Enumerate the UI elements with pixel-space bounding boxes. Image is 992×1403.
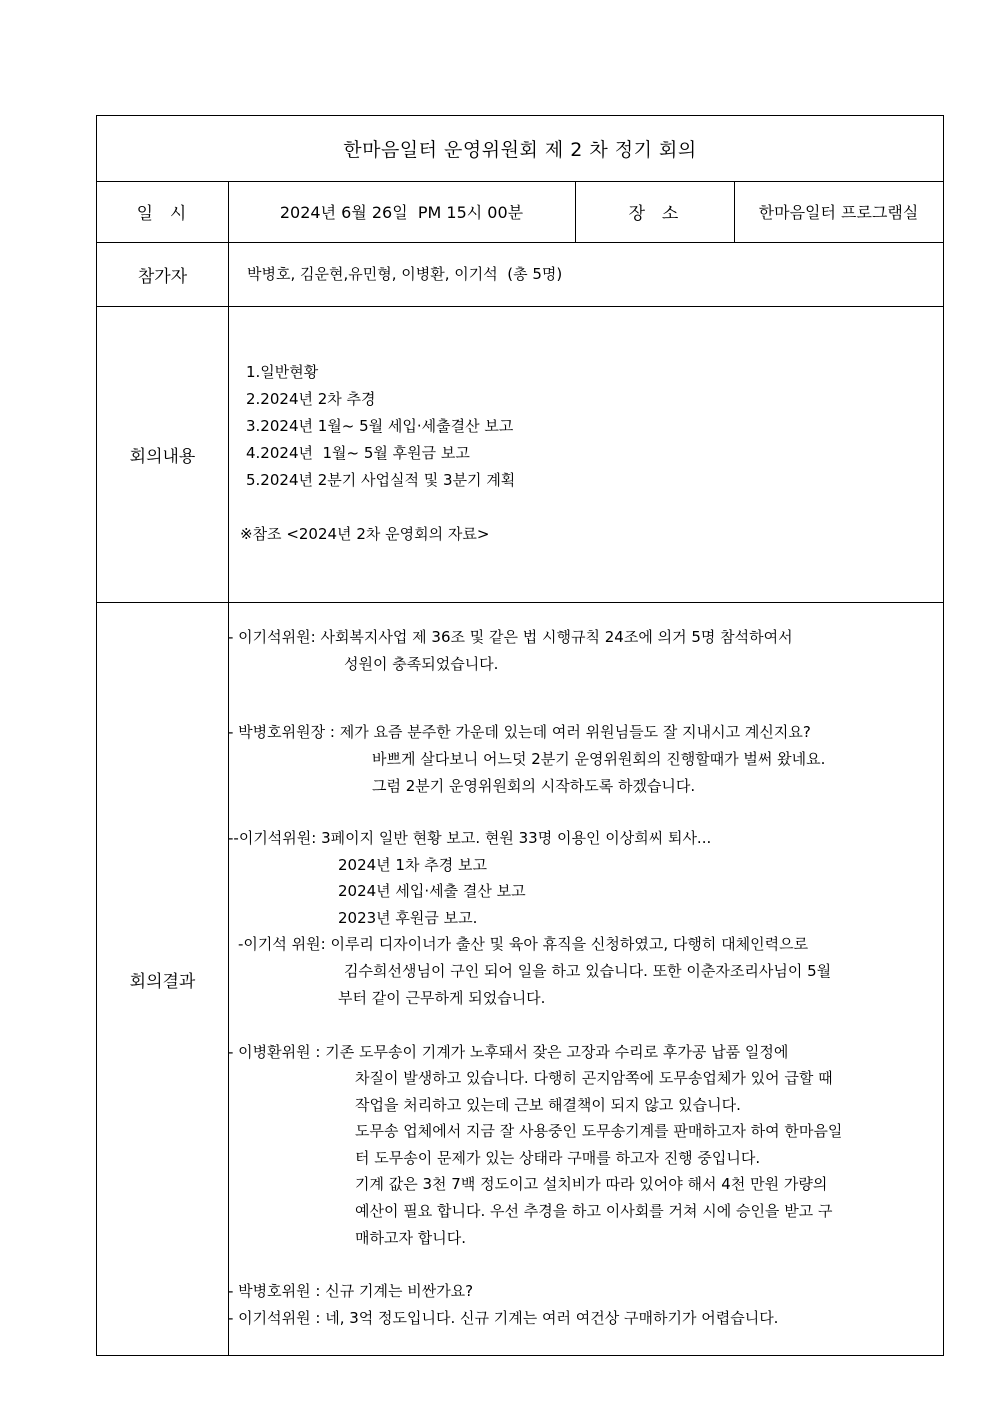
label-column-divider: [228, 181, 229, 1356]
place-label: 장 소: [628, 204, 681, 224]
meeting-minutes-table: [96, 115, 944, 1356]
result-line: - 이병환위원 : 기존 도무송이 기계가 노후돼서 잦은 고장과 수리로 후가공 납품 일정에: [228, 1043, 789, 1061]
result-line: 김수희선생님이 구인 되어 일을 하고 있습니다. 또한 이춘자조리사님이 5월: [344, 962, 832, 980]
result-line: 예산이 필요 합니다. 우선 추경을 하고 이사회를 거쳐 시에 승인을 받고 구: [355, 1202, 833, 1220]
agenda-note: ※참조 <2024년 2차 운영회의 자료>: [240, 525, 490, 543]
participants-value: 박병호, 김운현,유민형, 이병환, 이기석 (총 5명): [247, 265, 563, 283]
document-title: 한마음일터 운영위원회 제 2 차 정기 회의: [343, 139, 697, 161]
result-line: - 이기석위원 : 네, 3억 정도입니다. 신규 기계는 여러 여건상 구매하기가 어렵습니다.: [228, 1309, 779, 1327]
result-line: 매하고자 합니다.: [355, 1229, 466, 1247]
result-line: --이기석위원: 3페이지 일반 현황 보고. 현원 33명 이용인 이상희씨 퇴사...: [228, 829, 712, 847]
result-line: 터 도무송이 문제가 있는 상태라 구매를 하고자 진행 중입니다.: [355, 1149, 761, 1167]
result-line: 그럼 2분기 운영위원회의 시작하도록 하겠습니다.: [372, 777, 696, 795]
date-value: 2024년 6월 26일 PM 15시 00분: [279, 203, 524, 222]
result-line: 기계 값은 3천 7백 정도이고 설치비가 따라 있어야 해서 4천 만원 가량의: [355, 1175, 828, 1193]
result-line: 바쁘게 살다보니 어느덧 2분기 운영위원회의 진행할때가 벌써 왔네요.: [372, 750, 826, 768]
result-line: 부터 같이 근무하게 되었습니다.: [338, 989, 546, 1007]
place-value: 한마음일터 프로그램실: [758, 203, 919, 222]
result-line: 작업을 처리하고 있는데 근보 해결책이 되지 않고 있습니다.: [355, 1096, 741, 1114]
agenda-label: 회의내용: [129, 446, 196, 467]
result-line: 2024년 1차 추경 보고: [338, 856, 487, 874]
agenda-item: 1.일반현황: [246, 363, 319, 381]
participants-label: 참가자: [137, 266, 188, 287]
agenda-item: 2.2024년 2차 추경: [246, 390, 376, 408]
date-label: 일 시: [136, 204, 189, 224]
result-line: 2024년 세입·세출 결산 보고: [338, 882, 526, 900]
result-line: - 박병호위원 : 신규 기계는 비싼가요?: [228, 1282, 474, 1300]
result-line: -이기석 위원: 이루리 디자이너가 출산 및 육아 휴직을 신청하였고, 다행히 대체인력으로: [238, 935, 809, 953]
agenda-item: 3.2024년 1월~ 5월 세입·세출결산 보고: [246, 417, 514, 435]
agenda-item: 4.2024년 1월~ 5월 후원금 보고: [246, 444, 470, 462]
result-line: 2023년 후원금 보고.: [338, 909, 478, 927]
result-line: 성원이 충족되었습니다.: [344, 655, 499, 673]
agenda-item: 5.2024년 2분기 사업실적 및 3분기 계획: [246, 471, 516, 489]
result-line: - 이기석위원: 사회복지사업 제 36조 및 같은 법 시행규칙 24조에 의거 5명 참석하여서: [228, 628, 793, 646]
results-label: 회의결과: [129, 971, 196, 992]
result-line: 차질이 발생하고 있습니다. 다행히 곤지암쪽에 도무송업체가 있어 급할 때: [355, 1069, 833, 1087]
result-line: - 박병호위원장 : 제가 요즘 분주한 가운데 있는데 여러 위원님들도 잘 지내시고 계신지요?: [228, 723, 811, 741]
result-line: 도무송 업체에서 지금 잘 사용중인 도무송기계를 판매하고자 하여 한마음일: [355, 1122, 843, 1140]
